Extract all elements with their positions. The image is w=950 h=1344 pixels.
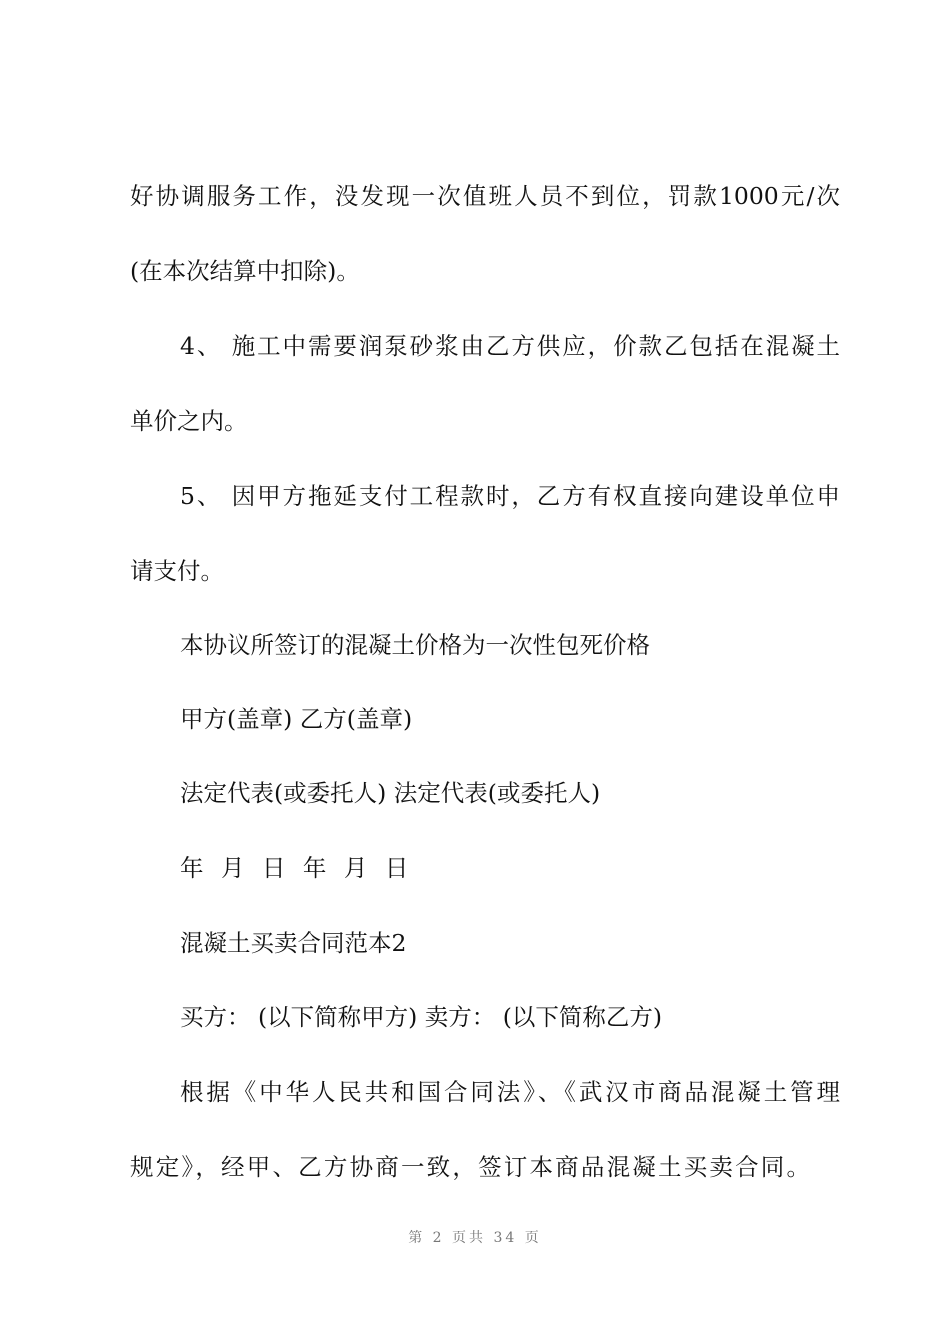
text-line-14: 规定》，经甲、乙方协商一致，签订本商品混凝土买卖合同。: [130, 1153, 810, 1181]
text-line-9: 法定代表(或委托人) 法定代表(或委托人): [180, 779, 601, 807]
text-line-8: 甲方(盖章) 乙方(盖章): [180, 705, 413, 733]
text-line-3: 4、 施工中需要润泵砂浆由乙方供应，价款乙包括在混凝土: [180, 332, 840, 360]
text-line-2: (在本次结算中扣除)。: [130, 257, 360, 285]
text-line-10: 年 月 日 年 月 日: [180, 854, 409, 882]
text-line-12: 买方： (以下简称甲方) 卖方： (以下简称乙方): [180, 1003, 663, 1031]
section-heading: 混凝土买卖合同范本2: [180, 929, 407, 957]
text-line-1: 好协调服务工作，没发现一次值班人员不到位，罚款1000元/次: [130, 182, 840, 210]
text-line-6: 请支付。: [130, 557, 224, 585]
text-line-13: 根据《中华人民共和国合同法》、《武汉市商品混凝土管理: [180, 1078, 840, 1106]
text-line-7: 本协议所签订的混凝土价格为一次性包死价格: [180, 631, 650, 659]
page-number-footer: 第 2 页共 34 页: [408, 1230, 542, 1246]
text-line-5: 5、 因甲方拖延支付工程款时，乙方有权直接向建设单位申: [180, 482, 840, 510]
text-line-4: 单价之内。: [130, 407, 248, 435]
